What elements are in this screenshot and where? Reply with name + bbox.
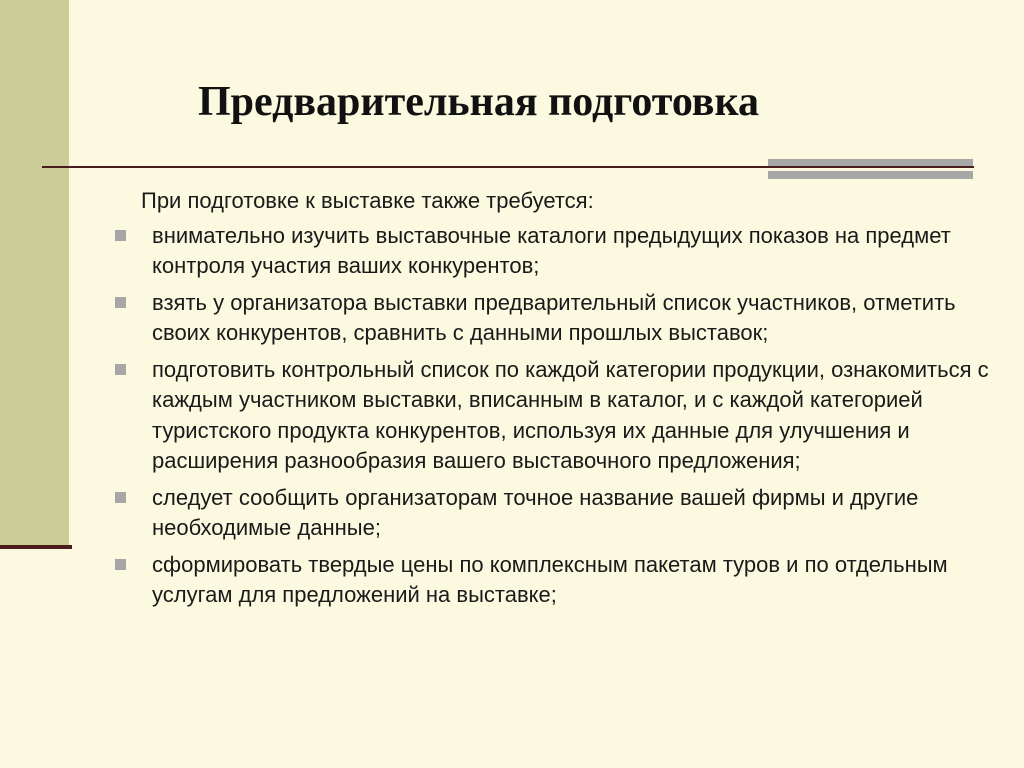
bullet-text: взять у организатора выставки предварительный список участников, отметить своих конкурентов, сравнить с данными прошлых выставок; [152, 289, 956, 345]
square-bullet-icon [115, 230, 126, 241]
bullet-text: подготовить контрольный список по каждой категории продукции, ознакомиться с каждым участником выставки, вписанным в каталог, и с каждой категорией туристского продукта конкурентов, используя их данные для улучшения и расширения разнообразия вашего выставочного предложения; [152, 356, 989, 473]
bullet-text: сформировать твердые цены по комплексным пакетам туров и по отдельным услугам для предложений на выставке; [152, 551, 948, 607]
intro-text: При подготовке к выставке также требуется: [141, 188, 594, 213]
bullet-item-3 [113, 355, 993, 477]
title-accent-bar-top [768, 159, 973, 166]
slide-content [113, 186, 993, 617]
bullet-item-2 [113, 288, 993, 349]
title-rule [42, 166, 974, 168]
bullet-item-5 [113, 550, 993, 611]
square-bullet-icon [115, 297, 126, 308]
bullet-item-4 [113, 483, 993, 544]
left-decorative-band [0, 0, 69, 545]
bullet-text: внимательно изучить выставочные каталоги предыдущих показов на предмет контроля участия ваших конкурентов; [152, 222, 951, 278]
left-band-underline [0, 545, 72, 549]
square-bullet-icon [115, 559, 126, 570]
title-accent-bar-bottom [768, 171, 973, 179]
square-bullet-icon [115, 364, 126, 375]
bullet-item-1 [113, 221, 993, 282]
bullet-list [113, 221, 993, 611]
square-bullet-icon [115, 492, 126, 503]
bullet-text: следует сообщить организаторам точное название вашей фирмы и другие необходимые данные; [152, 484, 919, 540]
slide-title: Предварительная подготовка [198, 79, 760, 125]
